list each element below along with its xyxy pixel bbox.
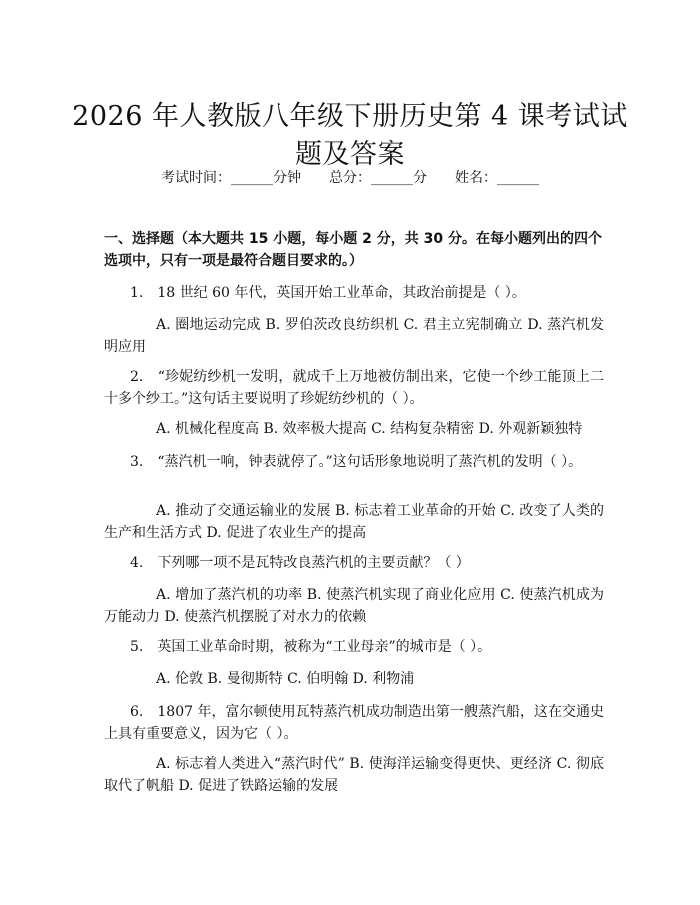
question-stem: 1. 18 世纪 60 年代，英国开始工业革命，其政治前提是（ ）。 [130,285,526,301]
question-stem: 5. 英国工业革命时期，被称为“工业母亲”的城市是（ ）。 [130,639,492,655]
question-options: A. 标志着人类进入“蒸汽时代” B. 使海洋运输变得更快、更经济 C. 彻底取代了帆船 D. 促进了铁路运输的发展 [104,756,604,794]
question-options: A. 增加了蒸汽机的功率 B. 使蒸汽机实现了商业化应用 C. 使蒸汽机成为万能动力 D. 使蒸汽机摆脱了对水力的依赖 [104,587,604,625]
document-title: 2026 年人教版八年级下册历史第 4 课考试试题及答案 [72,101,628,171]
question-options: A. 圈地运动完成 B. 罗伯茨改良纺织机 C. 君主立宪制确立 D. 蒸汽机发明应用 [104,317,604,355]
question-stem: 6. 1807 年，富尔顿使用瓦特蒸汽机成功制造出第一艘蒸汽船，这在交通史上具有重要意义，因为它（ ）。 [104,704,604,742]
question-stem: 3. “蒸汽机一响，钟表就停了。”这句话形象地说明了蒸汽机的发明（ ）。 [130,454,583,470]
question-options: A. 机械化程度高 B. 效率极大提高 C. 结构复杂精密 D. 外观新颖独特 [156,421,583,437]
question-stem: 4. 下列哪一项不是瓦特改良蒸汽机的主要贡献？（ ） [130,555,470,571]
question-stem: 2. “珍妮纺纱机一发明，就成千上万地被仿制出来，它使一个纱工能顶上二十多个纱工。”这句话主要说明了珍妮纺纱机的（ ）。 [104,369,604,407]
question-options: A. 推动了交通运输业的发展 B. 标志着工业革命的开始 C. 改变了人类的生产和生活方式 D. 促进了农业生产的提高 [104,503,604,541]
question-options: A. 伦敦 B. 曼彻斯特 C. 伯明翰 D. 利物浦 [156,671,415,687]
section-heading: 一、选择题（本大题共 15 小题，每小题 2 分，共 30 分。在每小题列出的四个选项中，只有一项是最符合题目要求的。） [104,231,602,269]
exam-info-line: 考试时间：______分钟 总分：______分 姓名：______ [161,170,539,186]
